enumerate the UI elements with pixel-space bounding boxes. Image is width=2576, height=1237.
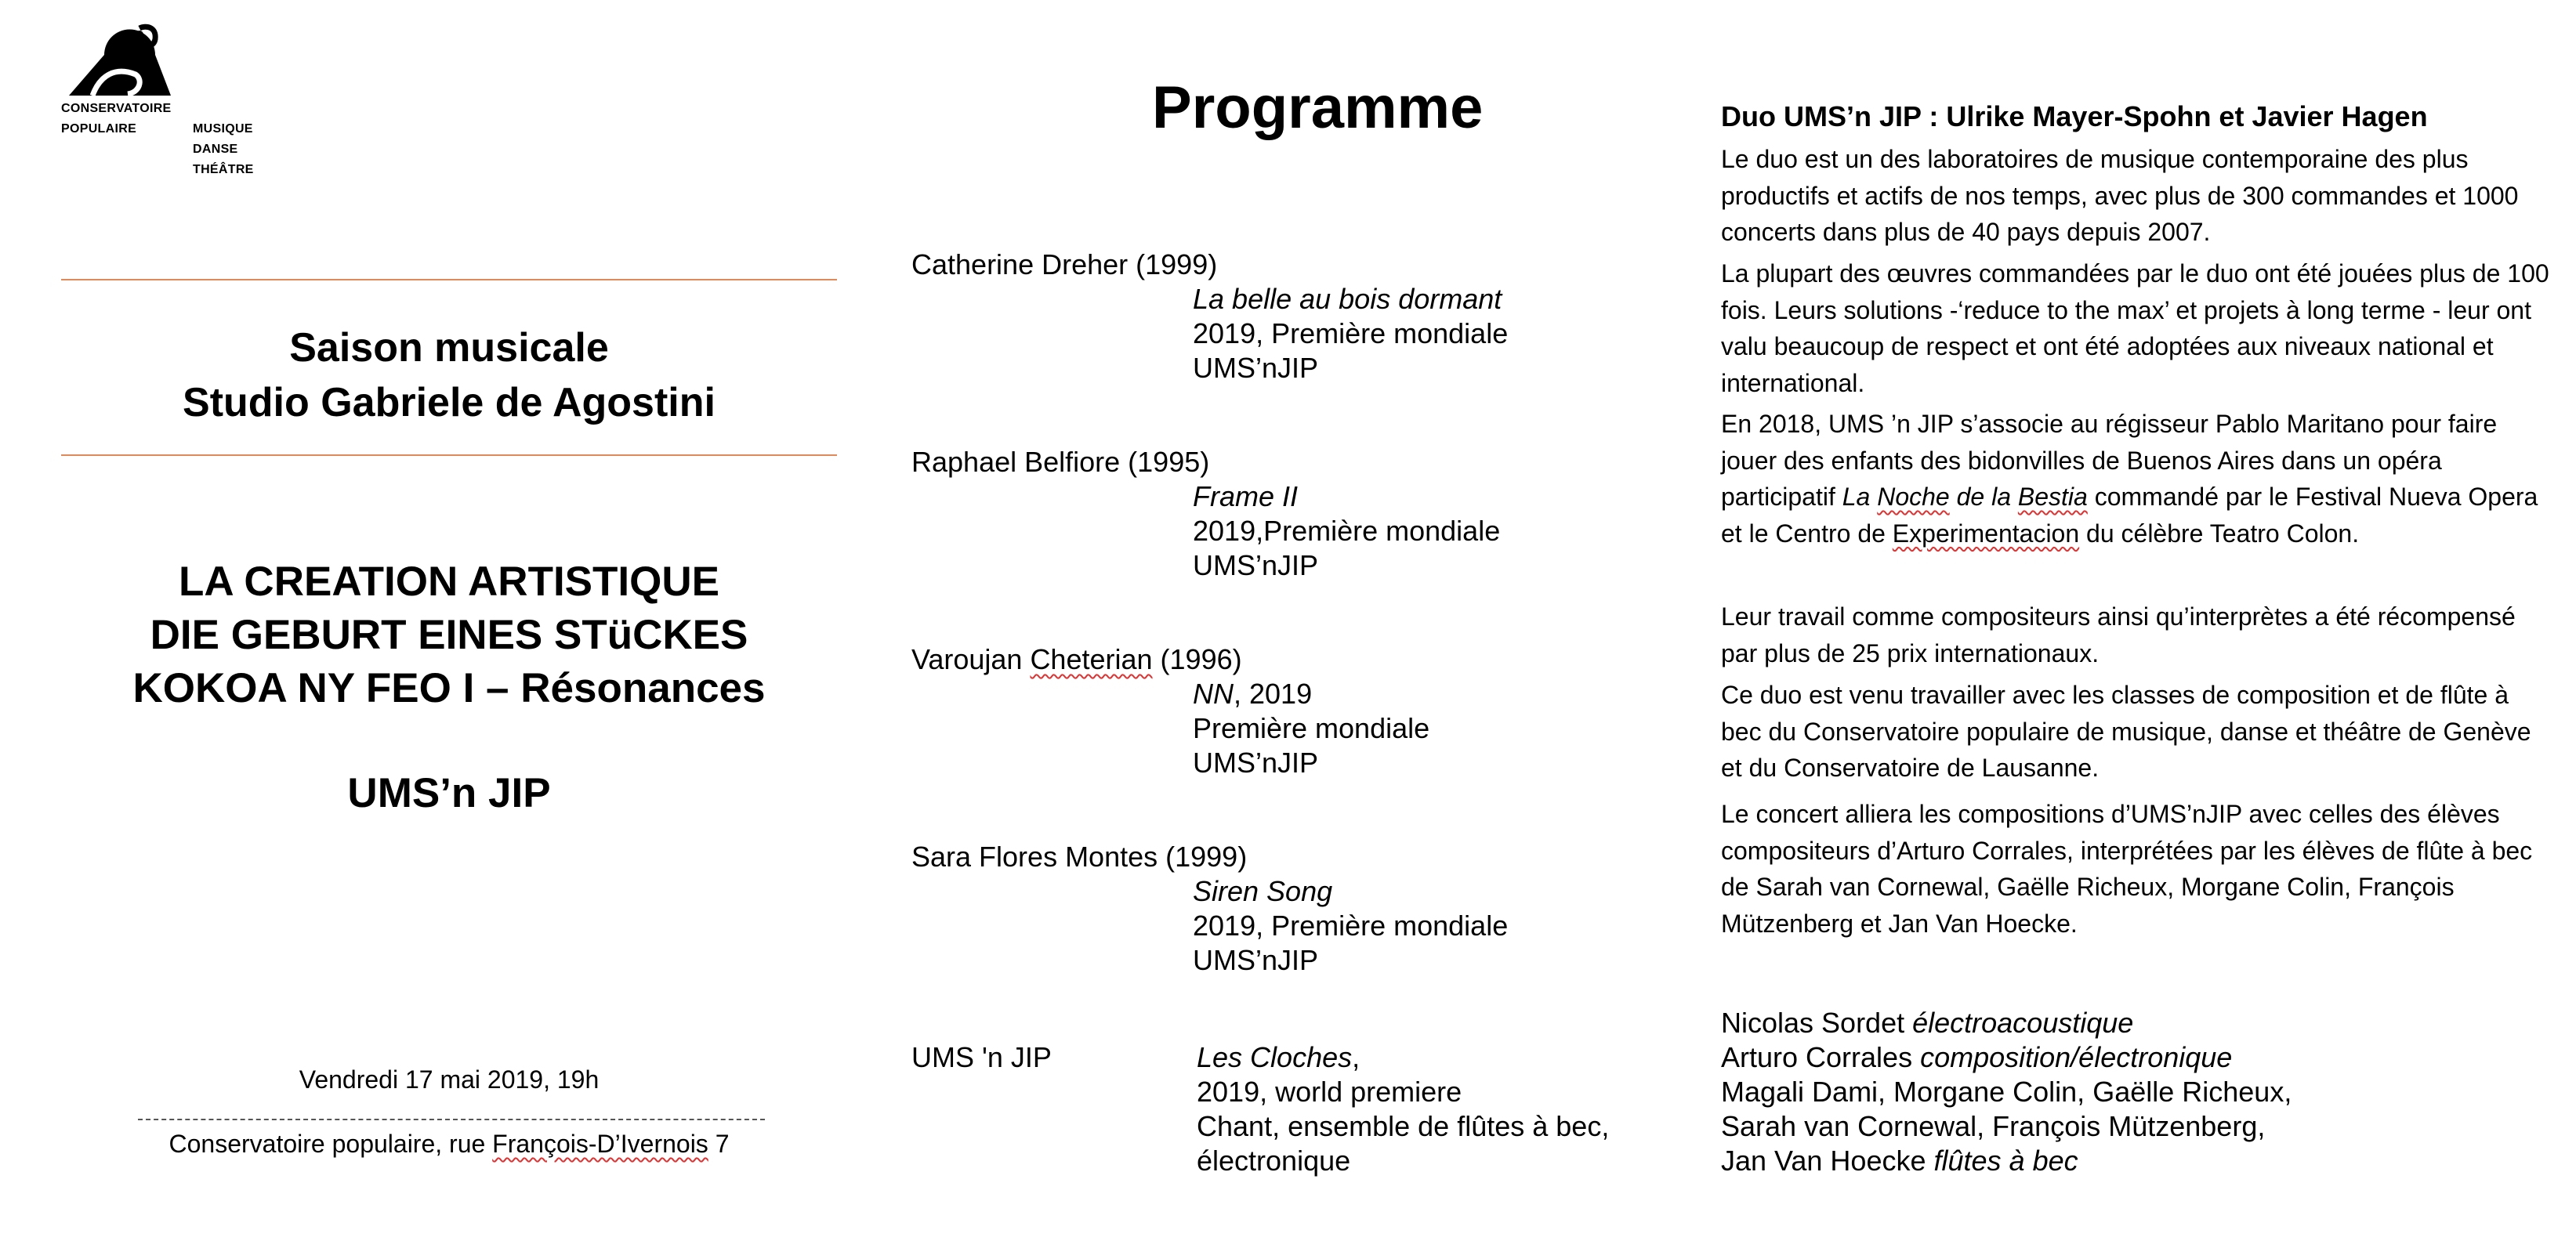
bio-p3-text: du célèbre Teatro Colon. [2079,519,2360,548]
work-title-line [1193,677,1312,711]
composer-name: Catherine Dreher (1999) [911,248,1218,280]
work-performer: UMS’nJIP [1193,747,1319,779]
work-premiere: 2019, Première mondiale [1193,317,1509,349]
bio-paragraph-4: Leur travail comme compositeurs ainsi qu’interprètes a été récompensé par plus de 25 prix internationaux. [1721,602,2516,667]
programme-heading: Programme [1152,74,1484,141]
composer-last-name: Cheterian [1030,643,1153,675]
bio-paragraph-1: Le duo est un des laboratoires de musique contemporaine des plus productifs et actifs de nos temps, avec plus de 300 commandes et 1000 concerts dans plus de 40 pays depuis 2007. [1721,145,2519,246]
credit-name: Arturo Corrales [1721,1041,1921,1073]
work-instrumentation-cont: électronique [1197,1145,1351,1177]
composer-name [911,642,1242,677]
credit-line [1721,1006,2133,1040]
logo-text-populaire: POPULAIRE [61,122,137,136]
work-title-comma: , [1352,1041,1360,1073]
venue-street: François-D’Ivernois [492,1130,708,1158]
concert-title-line-3: KOKOA NY FEO I – Résonances [132,665,766,711]
work-title: Siren Song [1193,875,1333,907]
work-premiere: 2019, Première mondiale [1193,910,1509,942]
work-premiere: 2019, world premiere [1197,1076,1462,1108]
venue-suffix: 7 [708,1130,730,1158]
credit-name: Nicolas Sordet [1721,1007,1913,1039]
bio-paragraph-2: La plupart des œuvres commandées par le duo ont été jouées plus de 100 fois. Leurs solutions -‘reduce to the max’ et projets à long terme - leur ont valu beaucoup de respect et ont été adoptées aux niveaux national et international. [1721,259,2549,397]
composer-name: UMS 'n JIP [911,1041,1052,1073]
logo-text-danse: DANSE [193,143,238,156]
bio-paragraph-5: Ce duo est venu travailler avec les classes de composition et de flûte à bec du Conservatoire populaire de musique, danse et théâtre de Genève et du Conservatoire de Lausanne. [1721,681,2531,782]
work-title: NN [1193,678,1234,710]
credit-line: Sarah van Cornewal, François Mützenberg, [1721,1110,2266,1142]
logo-text-theatre: THÉÂTRE [193,163,254,176]
credit-line [1721,1144,2078,1178]
logo-text-musique: MUSIQUE [193,122,253,136]
composer-first-name: Varoujan [911,643,1031,675]
work-premiere: 2019,Première mondiale [1193,515,1501,547]
venue-prefix: Conservatoire populaire, rue [168,1130,493,1158]
bio-paragraph-3 [1721,406,2552,552]
credit-line: Magali Dami, Morgane Colin, Gaëlle Richeux, [1721,1076,2292,1108]
opera-title-part: Bestia [2017,483,2088,511]
opera-title [1842,483,2088,511]
composer-name: Sara Flores Montes (1999) [911,841,1248,873]
credit-role: électroacoustique [1912,1007,2134,1039]
credit-role: composition/électronique [1920,1041,2233,1073]
concert-venue [61,1128,837,1159]
work-performer: UMS’nJIP [1193,549,1319,581]
logo-text-conservatoire: CONSERVATOIRE [61,102,172,115]
work-instrumentation: Chant, ensemble de flûtes à bec, [1197,1110,1610,1142]
work-title: La belle au bois dormant [1193,283,1502,315]
treble-clef-logo-icon [61,24,179,102]
bio-p3-text: En 2018, UMS ’n JIP s’associe au régisseur Pablo Maritano pour faire jouer des enfants des bidonvilles de Buenos Aires dans un opéra participatif [1721,410,2498,511]
concert-title-line-1: LA CREATION ARTISTIQUE [179,559,719,605]
duo-heading: Duo UMS’n JIP : Ulrike Mayer-Spohn et Javier Hagen [1721,100,2428,132]
orange-divider-top [61,279,837,280]
opera-title-part: de la [1949,483,2018,511]
season-title: Saison musicale [289,325,609,371]
concert-date: Vendredi 17 mai 2019, 19h [299,1065,600,1094]
bio-paragraph-6: Le concert alliera les compositions d’UMS’nJIP avec celles des élèves compositeurs d’Arturo Corrales, interprétées par les élèves de flûte à bec de Sarah van Cornewal, Gaëlle Richeux, Morgane Colin, François Mützenberg et Jan Van Hoecke. [1721,800,2533,938]
credit-line [1721,1040,2232,1075]
season-venue-title: Studio Gabriele de Agostini [183,380,716,425]
concert-title-line-2: DIE GEBURT EINES STüCKES [150,612,748,658]
credit-role: flûtes à bec [1933,1145,2078,1177]
work-title-line [1197,1040,1360,1075]
work-title: Frame II [1193,480,1299,512]
work-performer: UMS’nJIP [1193,944,1319,976]
conservatoire-logo [61,24,320,180]
composer-name: Raphael Belfiore (1995) [911,446,1210,478]
work-year: , 2019 [1234,678,1313,710]
bio-p3-text: commandé par le Festival Nueva Opera et le Centro de [1721,483,2538,548]
opera-title-part: Noche [1877,483,1950,511]
work-performer: UMS’nJIP [1193,352,1319,384]
performer-name: UMS’n JIP [347,770,551,816]
orange-divider-bottom [61,454,837,456]
composer-year: (1996) [1152,643,1242,675]
bio-p3-text: Experimentacion [1892,519,2080,548]
opera-title-part: La [1842,483,1878,511]
credit-name: Jan Van Hoecke [1721,1145,1934,1177]
dashed-separator [138,1119,765,1120]
work-premiere: Première mondiale [1193,712,1430,744]
work-title: Les Cloches [1197,1041,1353,1073]
